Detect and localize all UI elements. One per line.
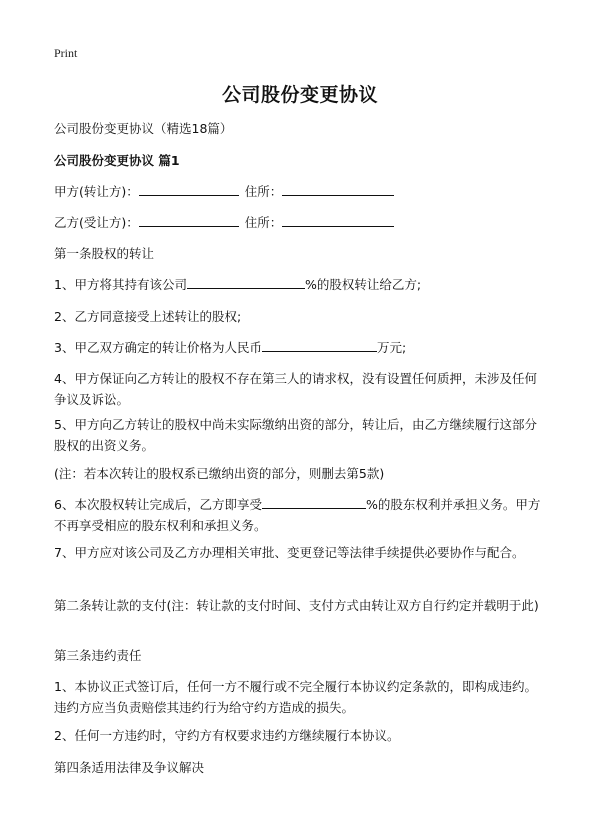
article-1-item-6-prefix: 6、本次股权转让完成后，乙方即享受: [54, 497, 262, 512]
rights-percent-blank: [262, 494, 366, 509]
document-subtitle: 公司股份变更协议（精选18篇）: [54, 121, 233, 136]
party-a-row: [54, 181, 554, 202]
document-title: 公司股份变更协议: [221, 84, 378, 106]
article-1-item-3-prefix: 3、甲乙双方确定的转让价格为人民币: [54, 340, 262, 355]
article-1-item-2: 2、乙方同意接受上述转让的股权;: [54, 309, 242, 324]
article-1-item-1: [54, 274, 554, 295]
article-1-note: (注：若本次转让的股权系已缴纳出资的部分，则删去第5款): [54, 466, 385, 481]
print-link[interactable]: Print: [54, 46, 78, 60]
party-a-address-blank: [282, 181, 394, 196]
article-3-item-1: 1、本协议正式签订后，任何一方不履行或不完全履行本协议约定条款的，即构成违约。违约方应当负责赔偿其违约行为给守约方造成的损失。: [54, 679, 537, 715]
article-1-item-6-suffix: %的股东权利并承担义务。甲方不再享受相应的股东权利和承担义务。: [54, 497, 541, 533]
article-1-item-7: 7、甲方应对该公司及乙方办理相关审批、变更登记等法律手续提供必要协作与配合。: [54, 545, 525, 560]
article-3-heading: 第三条违约责任: [54, 648, 142, 663]
party-b-label: 乙方(受让方)：: [54, 215, 139, 230]
party-a-address-label: 住所：: [244, 184, 283, 199]
article-4-heading: 第四条适用法律及争议解决: [54, 760, 205, 775]
article-1-item-5: 5、甲方向乙方转让的股权中尚未实际缴纳出资的部分，转让后，由乙方继续履行这部分股权的出资义务。: [54, 417, 537, 453]
section-heading: 公司股份变更协议 篇1: [54, 153, 180, 168]
article-1-item-6: [54, 494, 546, 536]
article-3-item-2: 2、任何一方违约时，守约方有权要求违约方继续履行本协议。: [54, 728, 400, 743]
price-blank: [262, 337, 377, 352]
party-b-address-blank: [282, 212, 394, 227]
article-1-item-4: 4、甲方保证向乙方转让的股权不存在第三人的请求权，没有设置任何质押，未涉及任何争议及诉讼。: [54, 371, 537, 407]
article-1-heading: 第一条股权的转让: [54, 246, 155, 261]
article-1-item-1-prefix: 1、甲方将其持有该公司: [54, 277, 187, 292]
article-1-item-3-suffix: 万元;: [376, 340, 407, 355]
article-1-item-3: [54, 337, 554, 358]
party-a-name-blank: [139, 181, 239, 196]
party-b-address-label: 住所：: [244, 215, 283, 230]
article-1-item-1-suffix: %的股权转让给乙方;: [304, 277, 422, 292]
party-b-name-blank: [139, 212, 239, 227]
party-b-row: [54, 212, 554, 233]
article-2-text: 第二条转让款的支付(注：转让款的支付时间、支付方式由转让双方自行约定并载明于此): [54, 598, 539, 613]
party-a-label: 甲方(转让方)：: [54, 184, 139, 199]
share-percent-blank: [187, 274, 305, 289]
